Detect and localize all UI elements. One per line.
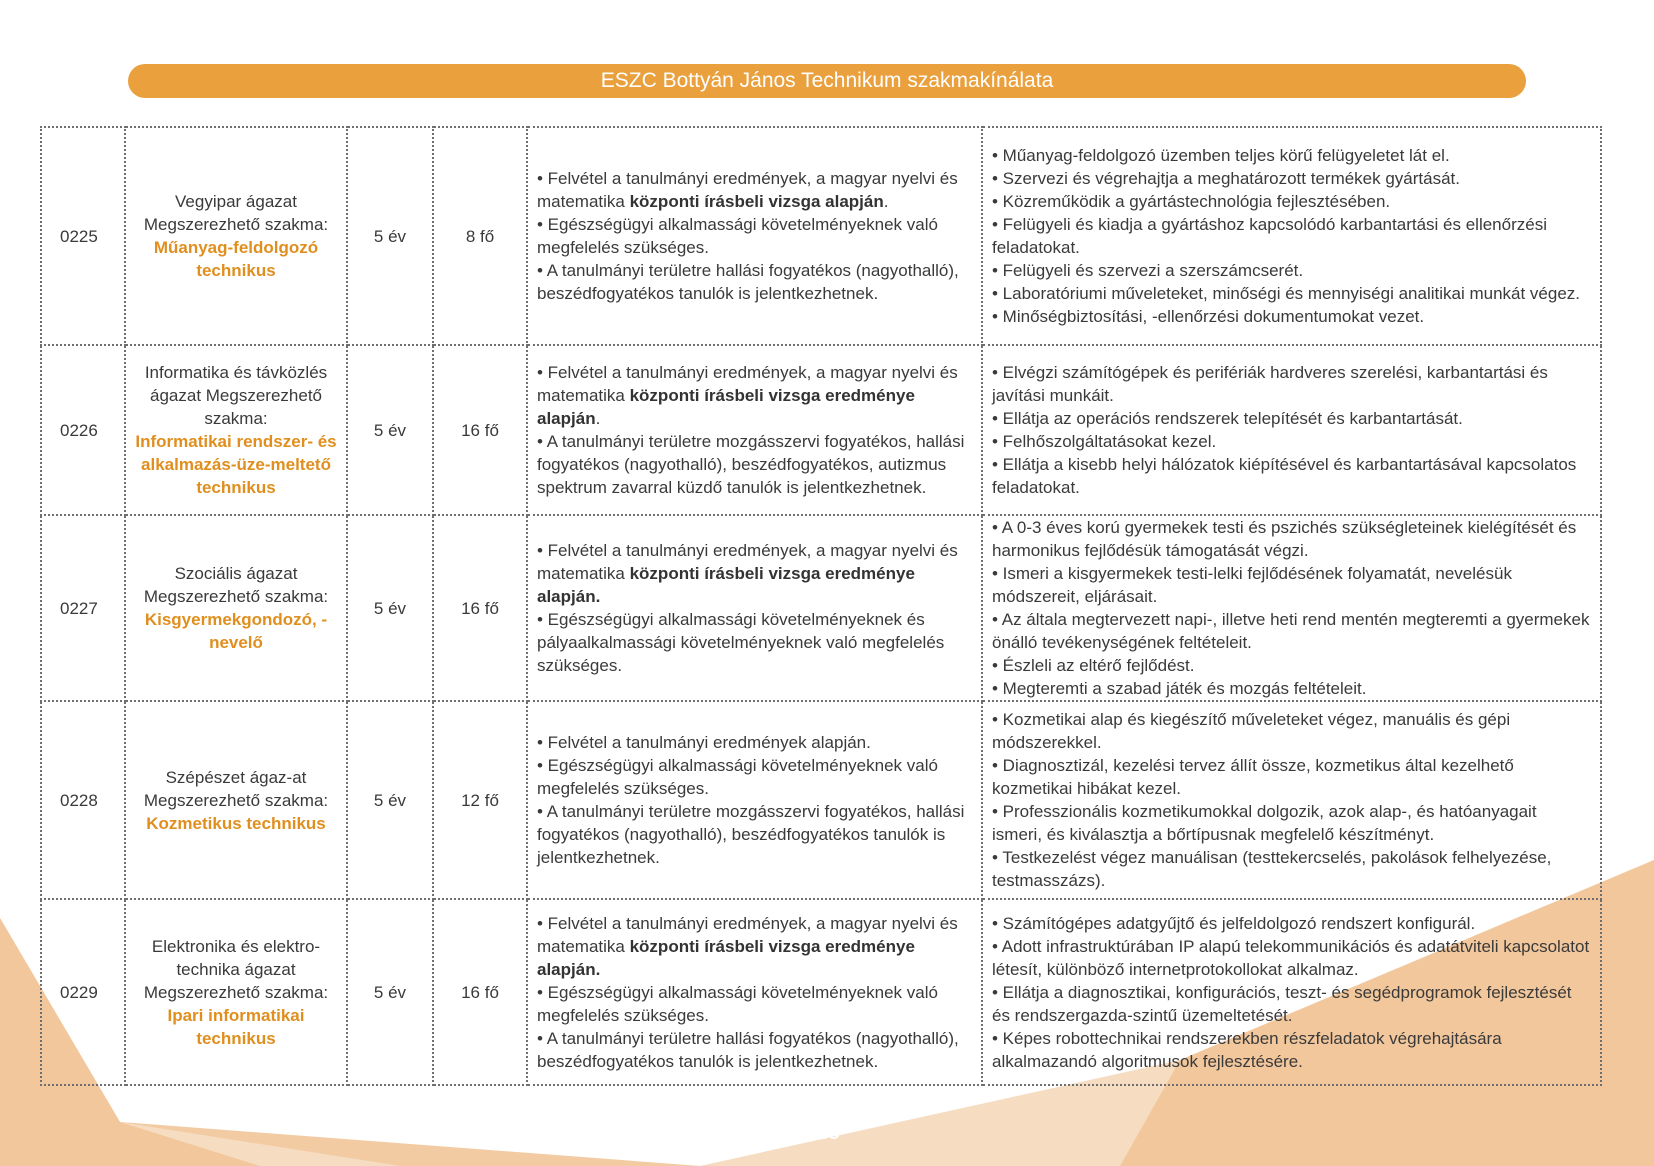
condition-item — [537, 430, 972, 499]
profession-name: Kozmetikus technikus — [146, 813, 326, 833]
admission-capacity: 16 fő — [433, 515, 527, 701]
job-duties — [982, 345, 1601, 515]
condition-suffix: . — [883, 192, 889, 211]
admission-capacity: 16 fő — [433, 345, 527, 515]
duty-item: • Felhőszolgáltatásokat kezel. — [992, 432, 1217, 451]
program-code: 0228 — [41, 701, 125, 899]
sector-cell — [125, 127, 347, 345]
profession-name: Műanyag-feldolgozó technikus — [153, 238, 319, 280]
duty-item: • Képes robottechnikai rendszerekben részfeladatok végrehajtására alkalmazandó algoritmusok fejlesztésére. — [992, 1028, 1502, 1071]
page-number: 20 — [813, 1117, 841, 1145]
condition-text: • Felvétel a tanulmányi eredmények, a magyar nyelvi és matematika — [537, 169, 958, 211]
sector-cell — [125, 515, 347, 701]
duty-item: • Ismeri a kisgyermekek testi-lelki fejlődésének folyamatát, nevelésük módszereit, eljárásait. — [992, 564, 1512, 606]
admission-conditions — [527, 127, 982, 345]
sector-name: Szépészet ágaz-at Megszerezhető szakma: — [143, 767, 329, 810]
condition-text: • Felvétel a tanulmányi eredmények, a magyar nyelvi és matematika — [537, 913, 958, 956]
duty-item: • Ellátja a diagnosztikai, konfigurációs, teszt- és segédprogramok fejlesztését és rendszergazda-szintű üzemeltetését. — [992, 982, 1572, 1025]
condition-text: • Felvétel a tanulmányi eredmények, a magyar nyelvi és matematika — [537, 363, 958, 405]
page-title-banner: ESZC Bottyán János Technikum szakmakínálata — [128, 64, 1526, 98]
condition-text: • A tanulmányi területre hallási fogyatékos (nagyothalló), beszédfogyatékos tanulók is jelentkezhetnek. — [537, 261, 959, 303]
condition-item — [537, 213, 972, 259]
admission-conditions — [527, 701, 982, 899]
training-duration: 5 év — [347, 701, 433, 899]
condition-emphasis: központi írásbeli vizsga alapján — [629, 192, 884, 211]
condition-item — [537, 981, 972, 1027]
table-row — [41, 515, 1601, 701]
condition-text: • Egészségügyi alkalmassági követelményeknek való megfelelés szükséges. — [537, 215, 938, 257]
condition-text: • Felvétel a tanulmányi eredmények alapján. — [537, 733, 871, 752]
condition-item — [537, 608, 972, 677]
sector-name: Vegyipar ágazat Megszerezhető szakma: — [143, 192, 329, 234]
training-duration: 5 év — [347, 127, 433, 345]
duty-item: • Professzionális kozmetikumokkal dolgozik, azok alap-, és hatóanyagait ismeri, és kiválasztja a bőrtípusnak megfelelő készítményt. — [992, 802, 1537, 844]
condition-text: • Egészségügyi alkalmassági követelményeknek való megfelelés szükséges. — [537, 982, 938, 1025]
duty-item: • Szervezi és végrehajtja a meghatározott termékek gyártását. — [992, 169, 1461, 188]
condition-item — [537, 167, 972, 213]
program-code: 0225 — [41, 127, 125, 345]
condition-text: • Egészségügyi alkalmassági követelményeknek való megfelelés szükséges. — [537, 756, 938, 798]
duty-item: • Felügyeli és kiadja a gyártáshoz kapcsolódó karbantartási és ellenőrzési feladatokat. — [992, 215, 1547, 257]
sector-name: Elektronika és elektro-technika ágazat Megszerezhető szakma: — [143, 936, 329, 1002]
job-duties — [982, 899, 1601, 1085]
duty-item: • Ellátja az operációs rendszerek telepítését és karbantartását. — [992, 409, 1463, 428]
program-code: 0226 — [41, 345, 125, 515]
duty-item: • Adott infrastruktúrában IP alapú telekommunikációs és adatátviteli kapcsolatot létesít, különböző internetprotokollokat alkalmaz. — [992, 936, 1590, 979]
condition-item — [537, 754, 972, 800]
job-duties — [982, 515, 1601, 701]
condition-text: • A tanulmányi területre mozgásszervi fogyatékos, hallási fogyatékos (nagyothalló), beszédfogyatékos tanulók is jelentkezhetnek. — [537, 802, 965, 867]
condition-item — [537, 800, 972, 869]
duty-item: • Megteremti a szabad játék és mozgás feltételeit. — [992, 679, 1367, 698]
condition-emphasis: központi írásbeli vizsga eredménye alapján — [537, 386, 915, 428]
condition-emphasis: központi írásbeli vizsga eredménye alapján. — [537, 936, 915, 979]
condition-item — [537, 1027, 972, 1073]
duty-item: • Műanyag-feldolgozó üzemben teljes körű felügyeletet lát el. — [992, 146, 1450, 165]
duty-item: • Testkezelést végez manuálisan (testtekercselés, pakolások felhelyezése, testmasszázs). — [992, 848, 1552, 890]
job-duties — [982, 701, 1601, 899]
admission-capacity: 16 fő — [433, 899, 527, 1085]
duty-item: • Ellátja a kisebb helyi hálózatok kiépítésével és karbantartásával kapcsolatos feladatokat. — [992, 455, 1577, 497]
admission-conditions — [527, 515, 982, 701]
duty-item: • Felügyeli és szervezi a szerszámcserét. — [992, 261, 1304, 280]
duty-item: • Észleli az eltérő fejlődést. — [992, 656, 1195, 675]
condition-text: • A tanulmányi területre mozgásszervi fogyatékos, hallási fogyatékos (nagyothalló), beszédfogyatékos, autizmus spektrum zavarral küzdő tanulók is jelentkezhetnek. — [537, 432, 965, 497]
condition-emphasis: központi írásbeli vizsga eredménye alapján. — [537, 564, 915, 606]
duty-item: • Számítógépes adatgyűjtő és jelfeldolgozó rendszert konfigurál. — [992, 913, 1476, 933]
job-duties — [982, 127, 1601, 345]
condition-suffix: . — [595, 409, 601, 428]
duty-item: • Kozmetikai alap és kiegészítő műveleteket végez, manuális és gépi módszerekkel. — [992, 710, 1511, 752]
training-duration: 5 év — [347, 899, 433, 1085]
condition-text: • A tanulmányi területre hallási fogyatékos (nagyothalló), beszédfogyatékos tanulók is jelentkezhetnek. — [537, 1028, 959, 1071]
sector-cell — [125, 345, 347, 515]
profession-name: Ipari informatikai technikus — [167, 1005, 305, 1048]
table-row — [41, 701, 1601, 899]
duty-item: • Elvégzi számítógépek és perifériák hardveres szerelési, karbantartási és javítási munkáit. — [992, 363, 1548, 405]
condition-item — [537, 259, 972, 305]
duty-item: • Közreműködik a gyártástechnológia fejlesztésében. — [992, 192, 1391, 211]
admission-capacity: 12 fő — [433, 701, 527, 899]
table-row — [41, 127, 1601, 345]
program-code: 0227 — [41, 515, 125, 701]
condition-text: • Felvétel a tanulmányi eredmények, a magyar nyelvi és matematika — [537, 541, 958, 583]
condition-item — [537, 912, 972, 981]
table-row — [41, 345, 1601, 515]
profession-name: Kisgyermekgondozó, -nevelő — [144, 610, 328, 652]
condition-item — [537, 361, 972, 430]
sector-cell — [125, 701, 347, 899]
table-row — [41, 899, 1601, 1085]
sector-cell — [125, 899, 347, 1085]
profession-name: Informatikai rendszer- és alkalmazás-üze-meltető technikus — [135, 432, 337, 497]
sector-name: Informatika és távközlés ágazat Megszerezhető szakma: — [144, 363, 328, 428]
program-code: 0229 — [41, 899, 125, 1085]
training-duration: 5 év — [347, 345, 433, 515]
condition-text: • Egészségügyi alkalmassági követelményeknek és pályaalkalmassági követelményeknek való megfelelés szükséges. — [537, 610, 945, 675]
profession-table — [40, 126, 1602, 1086]
admission-conditions — [527, 899, 982, 1085]
admission-conditions — [527, 345, 982, 515]
training-duration: 5 év — [347, 515, 433, 701]
condition-item — [537, 539, 972, 608]
duty-item: • Az általa megtervezett napi-, illetve heti rend mentén megteremti a gyermekek önálló tevékenységének feltételeit. — [992, 610, 1590, 652]
duty-item: • A 0-3 éves korú gyermekek testi és pszichés szükségleteinek kielégítését és harmonikus fejlődésük támogatását végzi. — [992, 518, 1577, 560]
duty-item: • Laboratóriumi műveleteket, minőségi és mennyiségi analitikai munkát végez. — [992, 284, 1581, 303]
condition-item — [537, 731, 972, 754]
duty-item: • Minőségbiztosítási, -ellenőrzési dokumentumokat vezet. — [992, 307, 1425, 326]
admission-capacity: 8 fő — [433, 127, 527, 345]
sector-name: Szociális ágazat Megszerezhető szakma: — [143, 564, 329, 606]
duty-item: • Diagnosztizál, kezelési tervez állít össze, kozmetikus által kezelhető kozmetikai hibákat kezel. — [992, 756, 1514, 798]
